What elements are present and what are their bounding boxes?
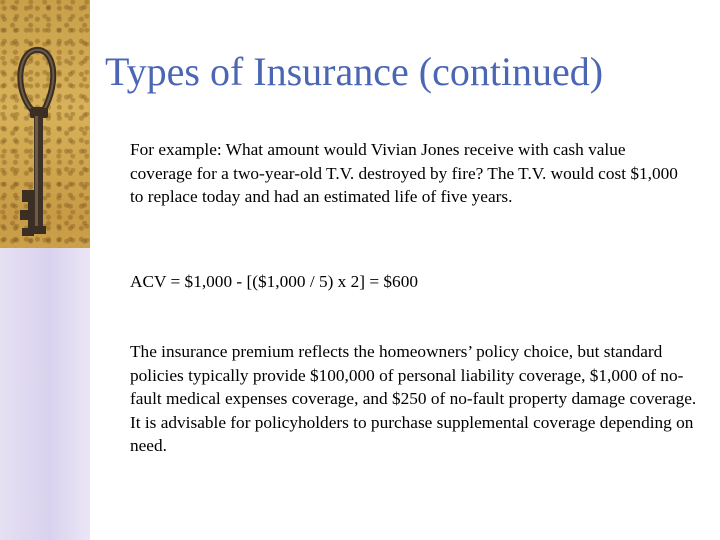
example-paragraph: For example: What amount would Vivian Jones receive with cash value coverage for a two-year-old T.V. destroyed by fire? The T.V. would cost $1,000 to replace today and had an estimated life of five years. xyxy=(130,140,678,206)
slide-title: Types of Insurance (continued) xyxy=(105,49,604,94)
side-lavender-strip xyxy=(0,248,90,540)
premium-paragraph: The insurance premium reflects the homeowners’ policy choice, but standard policies typically provide $100,000 of personal liability coverage, $1,000 of no-fault medical expenses coverage, and $250 of no-fault property damage coverage. It is advisable for policyholders to purchase supplemental coverage depending on need. xyxy=(130,342,697,455)
acv-formula: ACV = $1,000 - [($1,000 / 5) x 2] = $600 xyxy=(130,272,418,291)
key-icon xyxy=(10,40,80,245)
